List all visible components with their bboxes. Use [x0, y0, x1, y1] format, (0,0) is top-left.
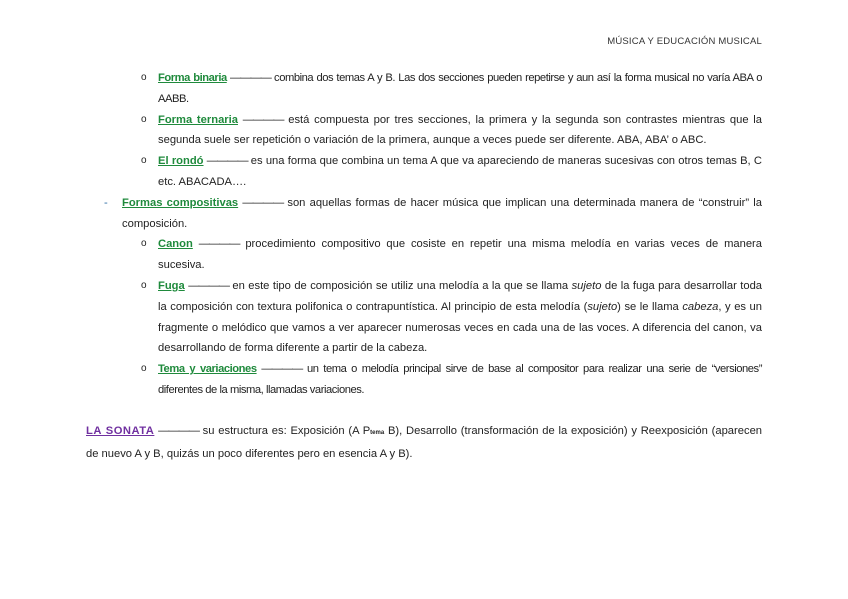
term-tema-y-variaciones: Tema y variaciones	[158, 363, 257, 376]
list-item-forma-ternaria	[86, 110, 762, 152]
circle-bullet-icon: o	[141, 363, 147, 375]
section-la-sonata	[86, 421, 762, 465]
dash-separator: ————	[230, 72, 271, 84]
term-formas-compositivas: Formas compositivas	[122, 196, 239, 209]
dash-separator: ————	[188, 279, 229, 292]
list-item-tema-y-variaciones	[86, 359, 762, 401]
list-item-canon	[86, 234, 762, 276]
emphasis-sujeto: sujeto	[571, 279, 602, 292]
circle-bullet-icon: o	[141, 279, 147, 291]
term-fuga: Fuga	[158, 279, 185, 292]
term-forma-ternaria: Forma ternaria	[158, 113, 238, 126]
list-item-fuga	[86, 276, 762, 359]
emphasis-cabeza: cabeza	[682, 300, 719, 313]
definition-la-sonata-part2: B), Desarrollo (transformación de la exposición) y Reexposición (aparecen de nuevo A y B, quizás un poco diferentes pero en esencia A y B).	[86, 424, 763, 460]
definition-formas-compositivas: son aquellas formas de hacer música que implican una determinada manera de “construir” la composición.	[122, 196, 763, 230]
definition-rondo: es una forma que combina un tema A que va apareciendo de maneras sucesivas con otros temas B, C etc. ABACADA….	[158, 155, 762, 188]
term-rondo: El rondó	[158, 155, 204, 168]
list-item-forma-binaria	[86, 68, 762, 110]
dash-separator: ————	[261, 363, 303, 376]
dash-bullet-icon: -	[104, 196, 108, 209]
definition-forma-ternaria: está compuesta por tres secciones, la primera y la segunda son contrastes mientras que la segunda suele ser repetición o variación de la primera, aunque a veces puede ser diferente. ABA, ABA’ o ABC.	[158, 113, 762, 147]
page-header: MÚSICA Y EDUCACIÓN MUSICAL	[607, 36, 762, 47]
dash-separator: ————	[198, 238, 240, 251]
document-body	[86, 68, 762, 464]
dash-separator: ————	[242, 196, 284, 209]
definition-tema-y-variaciones: un tema o melodía principal sirve de base al compositor para realizar una serie de “versiones” diferentes de la misma, llamadas variaciones.	[158, 363, 762, 396]
definition-fuga-part2: de la fuga para desarrollar toda la composición con textura polifonica o contrapuntística. Al principio de esta melodía (	[158, 279, 763, 313]
term-la-sonata: LA SONATA	[86, 424, 155, 437]
definition-fuga-part3: ) se le llama	[617, 300, 683, 313]
list-item-rondo	[86, 151, 762, 193]
term-forma-binaria: Forma binaria	[158, 72, 227, 84]
term-canon: Canon	[158, 238, 193, 251]
dash-separator: ————	[206, 155, 248, 168]
list-item-formas-compositivas	[86, 193, 762, 235]
definition-la-sonata-part1: su estructura es: Exposición (A P	[198, 424, 371, 437]
small-text-tema: tema	[370, 429, 385, 436]
definition-canon: procedimiento compositivo que cosiste en repetir una misma melodía en varias veces de manera sucesiva.	[158, 238, 763, 272]
circle-bullet-icon: o	[141, 155, 147, 167]
definition-fuga-part4: , y es un fragmente o melódico que vamos a ver aparecer numerosas veces en cada una de las voces. A diferencia del canon, va desarrollando de forma diferente a partir de la cabeza.	[158, 300, 762, 355]
circle-bullet-icon: o	[141, 238, 147, 250]
circle-bullet-icon: o	[141, 113, 147, 125]
circle-bullet-icon: o	[141, 72, 147, 83]
definition-fuga-part1: en este tipo de composición se utiliz una melodía a la que se llama	[228, 279, 572, 292]
dash-separator: ————	[242, 113, 284, 126]
emphasis-sujeto-2: sujeto	[587, 300, 618, 313]
definition-forma-binaria: combina dos temas A y B. Las dos secciones pueden repetirse y aun así la forma musical no varía ABA o AABB.	[158, 72, 762, 105]
dash-separator: ————	[158, 424, 199, 437]
